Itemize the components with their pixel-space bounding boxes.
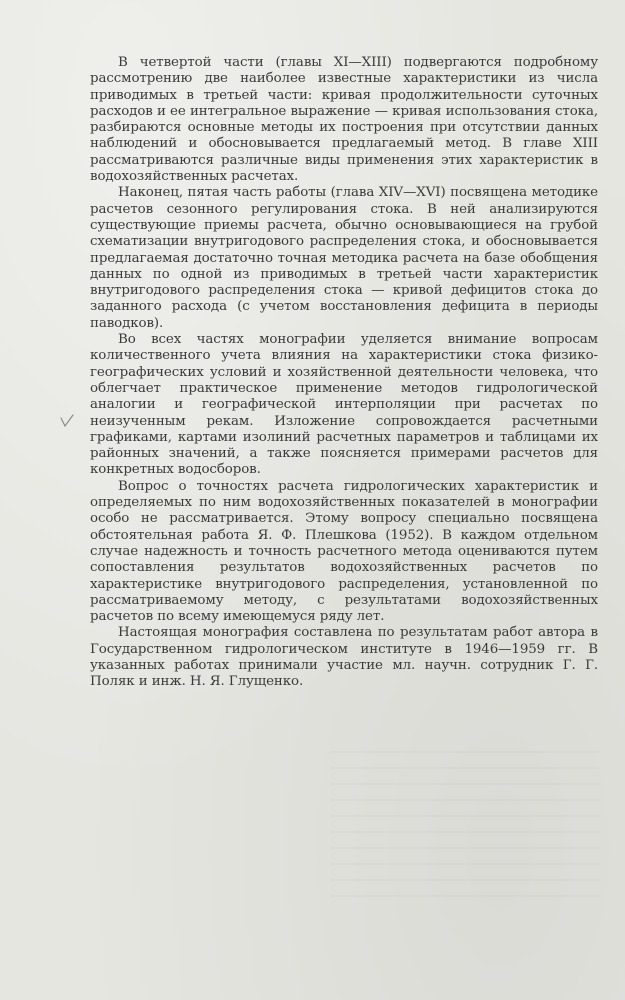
pencil-checkmark-icon [60, 414, 74, 428]
paragraph-part-five: Наконец, пятая часть работы (глава XIV—XVI) посвящена методике расчетов сезонного регулирования стока. В ней анализируются существующие приемы расчета, обычно основывающиеся на грубой схематизации внутригодового распределения стока, и обосновывается предлагаемая достаточно точная методика расчета на базе обобщения данных по одной из приводимых в третьей части характеристик внутригодового распределения стока — кривой дефицитов стока до заданного расхода (с учетом восстановления дефицита в периоды паводков). [90, 185, 598, 331]
paragraph-part-four: В четвертой части (главы XI—XIII) подвергаются подробному рассмотрению две наиболее известные характеристики из числа приводимых в третьей части: кривая продолжительности суточных расходов и ее интегральное выражение — кривая использования стока, разбираются основные методы их построения при отсутствии данных наблюдений и обосновывается предлагаемый метод. В главе XIII рассматриваются различные виды применения этих характеристик в водохозяйственных расчетах. [90, 55, 598, 185]
paragraph-authorship: Настоящая монография составлена по результатам работ автора в Государственном гидрологическом институте в 1946—1959 гг. В указанных работах принимали участие мл. научн. сотрудник Г. Г. Поляк и инж. Н. Я. Глущенко. [90, 625, 598, 690]
paragraph-all-parts: Во всех частях монографии уделяется внимание вопросам количественного учета влияния на характеристики стока физико-географических условий и хозяйственной деятельности человека, что облегчает практическое применение методов гидрологической аналогии и географической интерполяции при расчетах по неизученным рекам. Изложение сопровождается расчетными графиками, картами изолиний расчетных параметров и таблицами их районных значений, а также поясняется примерами расчетов для конкретных водосборов. [90, 332, 598, 478]
paragraph-accuracy: Вопрос о точностях расчета гидрологических характеристик и определяемых по ним водохозяйственных показателей в монографии особо не рассматривается. Этому вопросу специально посвящена обстоятельная работа Я. Ф. Плешкова (1952). В каждом отдельном случае надежность и точность расчетного метода оцениваются путем сопоставления результатов водохозяйственных расчетов по характеристике внутригодового распределения, установленной по рассматриваемому методу, с результатами водохозяйственных расчетов по всему имеющемуся ряду лет. [90, 478, 598, 625]
body-text [90, 55, 598, 691]
